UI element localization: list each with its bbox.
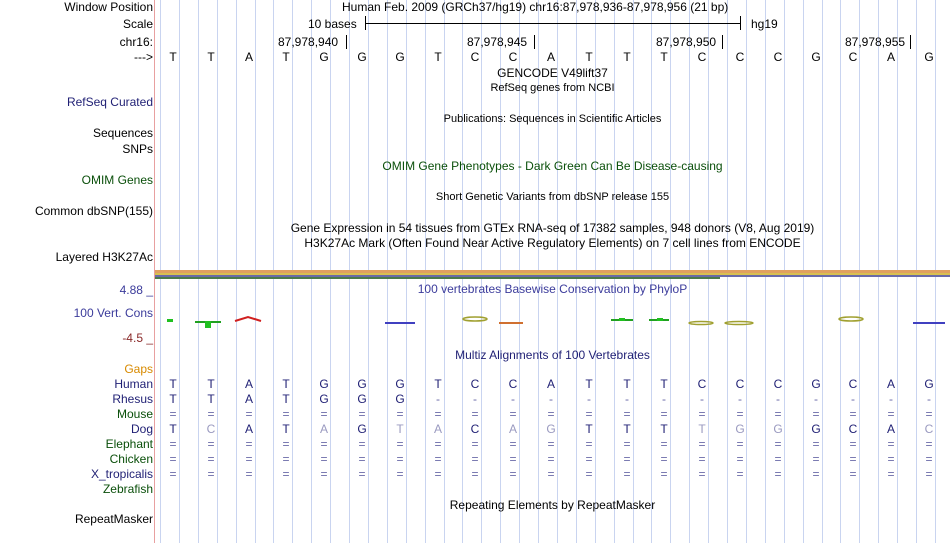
alignment-base: = [849, 407, 857, 421]
alignment-base: = [207, 437, 215, 451]
alignment-base: = [509, 437, 517, 451]
refseq-track-title[interactable]: RefSeq genes from NCBI [490, 82, 615, 94]
ruler-tick [910, 35, 911, 49]
sequence-base: C [773, 50, 783, 64]
sequence-base: C [470, 50, 480, 64]
sequence-base: G [357, 50, 367, 64]
alignment-base: = [736, 452, 744, 466]
alignment-base: T [396, 422, 404, 436]
alignment-base: G [395, 377, 405, 391]
alignment-base: = [585, 437, 593, 451]
alignment-base: = [812, 407, 820, 421]
gaps-label[interactable]: Gaps [124, 362, 153, 376]
alignment-base: = [660, 467, 668, 481]
alignment-base: = [585, 452, 593, 466]
alignment-base: = [434, 407, 442, 421]
ruler-tick-label: 87,978,955 [845, 35, 906, 49]
gtex-track-title[interactable]: Gene Expression in 54 tissues from GTEx RNA-seq of 17382 samples, 948 donors (V8, Aug 2019) [290, 221, 815, 235]
alignment-base: - [814, 392, 818, 406]
alignment-base: T [434, 377, 442, 391]
alignment-base: T [660, 422, 668, 436]
ruler-tick-label: 87,978,950 [656, 35, 717, 49]
omim-track-title[interactable]: OMIM Gene Phenotypes - Dark Green Can Be Disease-causing [382, 159, 723, 173]
alignment-base: C [773, 377, 783, 391]
alignment-base: = [774, 452, 782, 466]
common-dbsnp-label[interactable]: Common dbSNP(155) [34, 204, 153, 218]
sequence-base: G [924, 50, 934, 64]
alignment-base: = [207, 467, 215, 481]
phylop-mark [657, 318, 663, 321]
alignment-base: T [282, 422, 290, 436]
alignment-base: = [282, 452, 290, 466]
alignment-base: = [849, 437, 857, 451]
alignment-base: C [848, 422, 858, 436]
alignment-base: T [282, 392, 290, 406]
alignment-base: T [207, 377, 215, 391]
alignment-base: - [738, 392, 742, 406]
alignment-base: T [585, 422, 593, 436]
alignment-base: = [358, 407, 366, 421]
alignment-base: A [508, 422, 517, 436]
alignment-base: = [282, 467, 290, 481]
alignment-base: G [319, 392, 329, 406]
alignment-base: G [319, 377, 329, 391]
alignment-base: G [773, 422, 783, 436]
alignment-base: = [812, 467, 820, 481]
alignment-base: G [357, 422, 367, 436]
alignment-base: = [358, 437, 366, 451]
ruler-tick-label: 87,978,945 [467, 35, 528, 49]
ruler-tick [534, 35, 535, 49]
repeatmasker-track-title[interactable]: Repeating Elements by RepeatMasker [449, 498, 656, 512]
alignment-base: = [169, 437, 177, 451]
alignment-base: = [245, 407, 253, 421]
sequence-base: C [735, 50, 745, 64]
alignment-base: = [887, 437, 895, 451]
alignment-base: T [169, 377, 177, 391]
alignment-base: G [395, 392, 405, 406]
alignment-base: T [623, 377, 631, 391]
phylop-mark [167, 319, 173, 322]
phylop-mark [499, 322, 523, 324]
alignment-base: G [357, 392, 367, 406]
alignment-base: = [358, 452, 366, 466]
alignment-base: = [169, 407, 177, 421]
alignment-base: - [587, 392, 591, 406]
alignment-base: = [547, 452, 555, 466]
alignment-base: A [433, 422, 442, 436]
alignment-base: = [774, 407, 782, 421]
alignment-base: = [925, 407, 933, 421]
sequence-base: G [319, 50, 329, 64]
assembly-position-title: Human Feb. 2009 (GRCh37/hg19) chr16:87,978,936-87,978,956 (21 bp) [342, 0, 729, 14]
alignment-base: - [436, 392, 440, 406]
scale-bar-db: hg19 [751, 17, 778, 31]
sequence-base: T [585, 50, 593, 64]
alignment-base: C [470, 377, 480, 391]
phylop-track-title[interactable]: 100 vertebrates Basewise Conservation by PhyloP [417, 282, 688, 296]
alignment-base: = [471, 407, 479, 421]
alignment-base: C [848, 377, 858, 391]
h3k27ac-track-title[interactable]: H3K27Ac Mark (Often Found Near Active Regulatory Elements) on 7 cell lines from ENCODE [304, 236, 801, 250]
species-label[interactable]: Dog [130, 422, 153, 436]
alignment-base: = [660, 407, 668, 421]
phylop-mark [619, 318, 625, 321]
alignment-base: - [851, 392, 855, 406]
alignment-base: = [320, 452, 328, 466]
alignment-base: = [623, 407, 631, 421]
sequence-base: T [169, 50, 177, 64]
alignment-base: C [206, 422, 216, 436]
alignment-base: G [924, 377, 934, 391]
alignment-base: T [169, 392, 177, 406]
alignment-base: = [849, 467, 857, 481]
alignment-base: A [886, 422, 895, 436]
gencode-track-title[interactable]: GENCODE V49lift37 [497, 66, 608, 80]
alignment-base: = [925, 437, 933, 451]
alignment-base: = [585, 407, 593, 421]
alignment-base: = [396, 407, 404, 421]
alignment-base: = [925, 467, 933, 481]
alignment-base: C [508, 377, 518, 391]
alignment-base: C [735, 377, 745, 391]
alignment-base: = [320, 437, 328, 451]
sequence-base: A [546, 50, 555, 64]
ruler-tick [346, 35, 347, 49]
species-label[interactable]: Rhesus [112, 392, 153, 406]
alignment-base: G [811, 377, 821, 391]
alignment-base: A [244, 422, 253, 436]
alignment-base: = [396, 437, 404, 451]
alignment-base: = [660, 437, 668, 451]
phylop-mark [385, 322, 415, 324]
alignment-base: = [169, 467, 177, 481]
phylop-mark [205, 321, 211, 328]
alignment-base: = [698, 407, 706, 421]
scale-bar-right-tick [740, 16, 741, 30]
alignment-base: = [282, 407, 290, 421]
alignment-base: = [887, 467, 895, 481]
alignment-base: G [735, 422, 745, 436]
alignment-base: = [509, 407, 517, 421]
phylop-mark [689, 322, 713, 325]
alignment-base: = [736, 437, 744, 451]
strand-arrow-label[interactable]: ---> [134, 50, 153, 64]
alignment-base: = [849, 452, 857, 466]
alignment-base: - [889, 392, 893, 406]
alignment-base: A [244, 377, 253, 391]
sequence-base: C [848, 50, 858, 64]
alignment-base: A [244, 392, 253, 406]
vert-cons-label[interactable]: 100 Vert. Cons [73, 306, 153, 320]
alignment-base: = [169, 452, 177, 466]
alignment-base: A [319, 422, 328, 436]
alignment-base: = [698, 452, 706, 466]
alignment-base: T [282, 377, 290, 391]
alignment-base: - [927, 392, 931, 406]
layered-h3k27ac-label[interactable]: Layered H3K27Ac [55, 250, 153, 264]
alignment-base: = [623, 467, 631, 481]
alignment-base: - [511, 392, 515, 406]
h3k27ac-signal-green [155, 277, 720, 279]
alignment-base: T [698, 422, 706, 436]
alignment-base: = [547, 467, 555, 481]
species-label[interactable]: X_tropicalis [90, 467, 153, 481]
alignment-base: = [245, 467, 253, 481]
scale-bar-text: 10 bases [308, 17, 357, 31]
alignment-base: = [471, 452, 479, 466]
alignment-base: = [320, 407, 328, 421]
alignment-base: = [812, 437, 820, 451]
species-label[interactable]: Chicken [109, 452, 153, 466]
alignment-base: G [546, 422, 556, 436]
sequence-base: T [282, 50, 290, 64]
refseq-curated-label[interactable]: RefSeq Curated [66, 95, 153, 109]
alignment-base: = [207, 407, 215, 421]
publications-track-title[interactable]: Publications: Sequences in Scientific Articles [443, 113, 662, 125]
species-label[interactable]: Zebrafish [102, 482, 153, 496]
sequence-base: T [434, 50, 442, 64]
alignment-base: = [509, 467, 517, 481]
sequence-base: C [697, 50, 707, 64]
sequence-base: G [395, 50, 405, 64]
phylop-mark [913, 322, 945, 324]
alignment-base: = [434, 452, 442, 466]
phylop-mark [725, 322, 753, 325]
ruler-tick [722, 35, 723, 49]
window-position-label: Window Position [64, 0, 153, 14]
sequence-base: T [660, 50, 668, 64]
alignment-base: = [547, 437, 555, 451]
alignment-base: - [473, 392, 477, 406]
alignment-base: = [736, 467, 744, 481]
alignment-base: = [434, 437, 442, 451]
alignment-base: = [245, 437, 253, 451]
species-label[interactable]: Elephant [105, 437, 153, 451]
species-label[interactable]: Human [114, 377, 153, 391]
alignment-base: = [774, 467, 782, 481]
sequence-base: A [886, 50, 895, 64]
phylop-mark [235, 317, 261, 321]
conservation-min-label: -4.5 _ [122, 331, 153, 345]
alignment-base: - [776, 392, 780, 406]
alignment-base: = [396, 452, 404, 466]
sequence-base: C [508, 50, 518, 64]
alignment-base: T [660, 377, 668, 391]
alignment-base: T [169, 422, 177, 436]
alignment-base: = [245, 452, 253, 466]
phylop-signal-plot [155, 312, 950, 332]
species-label[interactable]: Mouse [116, 407, 153, 421]
alignment-base: = [736, 407, 744, 421]
alignment-base: = [509, 452, 517, 466]
snps-label[interactable]: SNPs [122, 142, 153, 156]
alignment-base: = [623, 452, 631, 466]
alignment-base: = [396, 467, 404, 481]
alignment-base: G [811, 422, 821, 436]
alignment-base: = [887, 452, 895, 466]
alignment-base: = [320, 467, 328, 481]
multiz-track-title[interactable]: Multiz Alignments of 100 Vertebrates [455, 348, 650, 362]
phylop-mark [463, 317, 487, 321]
sequence-base: T [623, 50, 631, 64]
alignment-base: T [623, 422, 631, 436]
alignment-base: A [886, 377, 895, 391]
alignment-base: = [660, 452, 668, 466]
conservation-max-label: 4.88 _ [119, 283, 153, 297]
alignment-base: = [207, 452, 215, 466]
alignment-base: = [471, 467, 479, 481]
dbsnp-track-title[interactable]: Short Genetic Variants from dbSNP release 155 [435, 191, 670, 203]
alignment-base: T [585, 377, 593, 391]
alignment-base: = [282, 437, 290, 451]
alignment-base: G [357, 377, 367, 391]
alignment-base: C [470, 422, 480, 436]
alignment-base: C [697, 377, 707, 391]
omim-genes-label[interactable]: OMIM Genes [81, 173, 153, 187]
alignment-base: = [774, 437, 782, 451]
alignment-base: = [698, 467, 706, 481]
alignment-base: A [546, 377, 555, 391]
repeatmasker-label[interactable]: RepeatMasker [74, 512, 153, 526]
alignment-base: = [698, 437, 706, 451]
ruler-tick-label: 87,978,940 [278, 35, 339, 49]
alignment-base: - [549, 392, 553, 406]
alignment-base: - [662, 392, 666, 406]
alignment-base: = [547, 407, 555, 421]
alignment-base: = [623, 437, 631, 451]
alignment-base: - [700, 392, 704, 406]
sequence-base: A [244, 50, 253, 64]
sequences-label[interactable]: Sequences [92, 126, 153, 140]
scale-bar-line [365, 23, 741, 24]
phylop-mark [839, 317, 863, 321]
alignment-base: = [585, 467, 593, 481]
alignment-base: - [625, 392, 629, 406]
alignment-base: = [887, 407, 895, 421]
alignment-base: = [812, 452, 820, 466]
scale-label: Scale [122, 17, 153, 31]
alignment-base: = [358, 467, 366, 481]
alignment-base: = [434, 467, 442, 481]
sequence-base: G [811, 50, 821, 64]
alignment-base: C [924, 422, 934, 436]
alignment-base: = [471, 437, 479, 451]
alignment-base: = [925, 452, 933, 466]
chrom-label: chr16: [119, 35, 153, 49]
sequence-base: T [207, 50, 215, 64]
alignment-base: T [207, 392, 215, 406]
